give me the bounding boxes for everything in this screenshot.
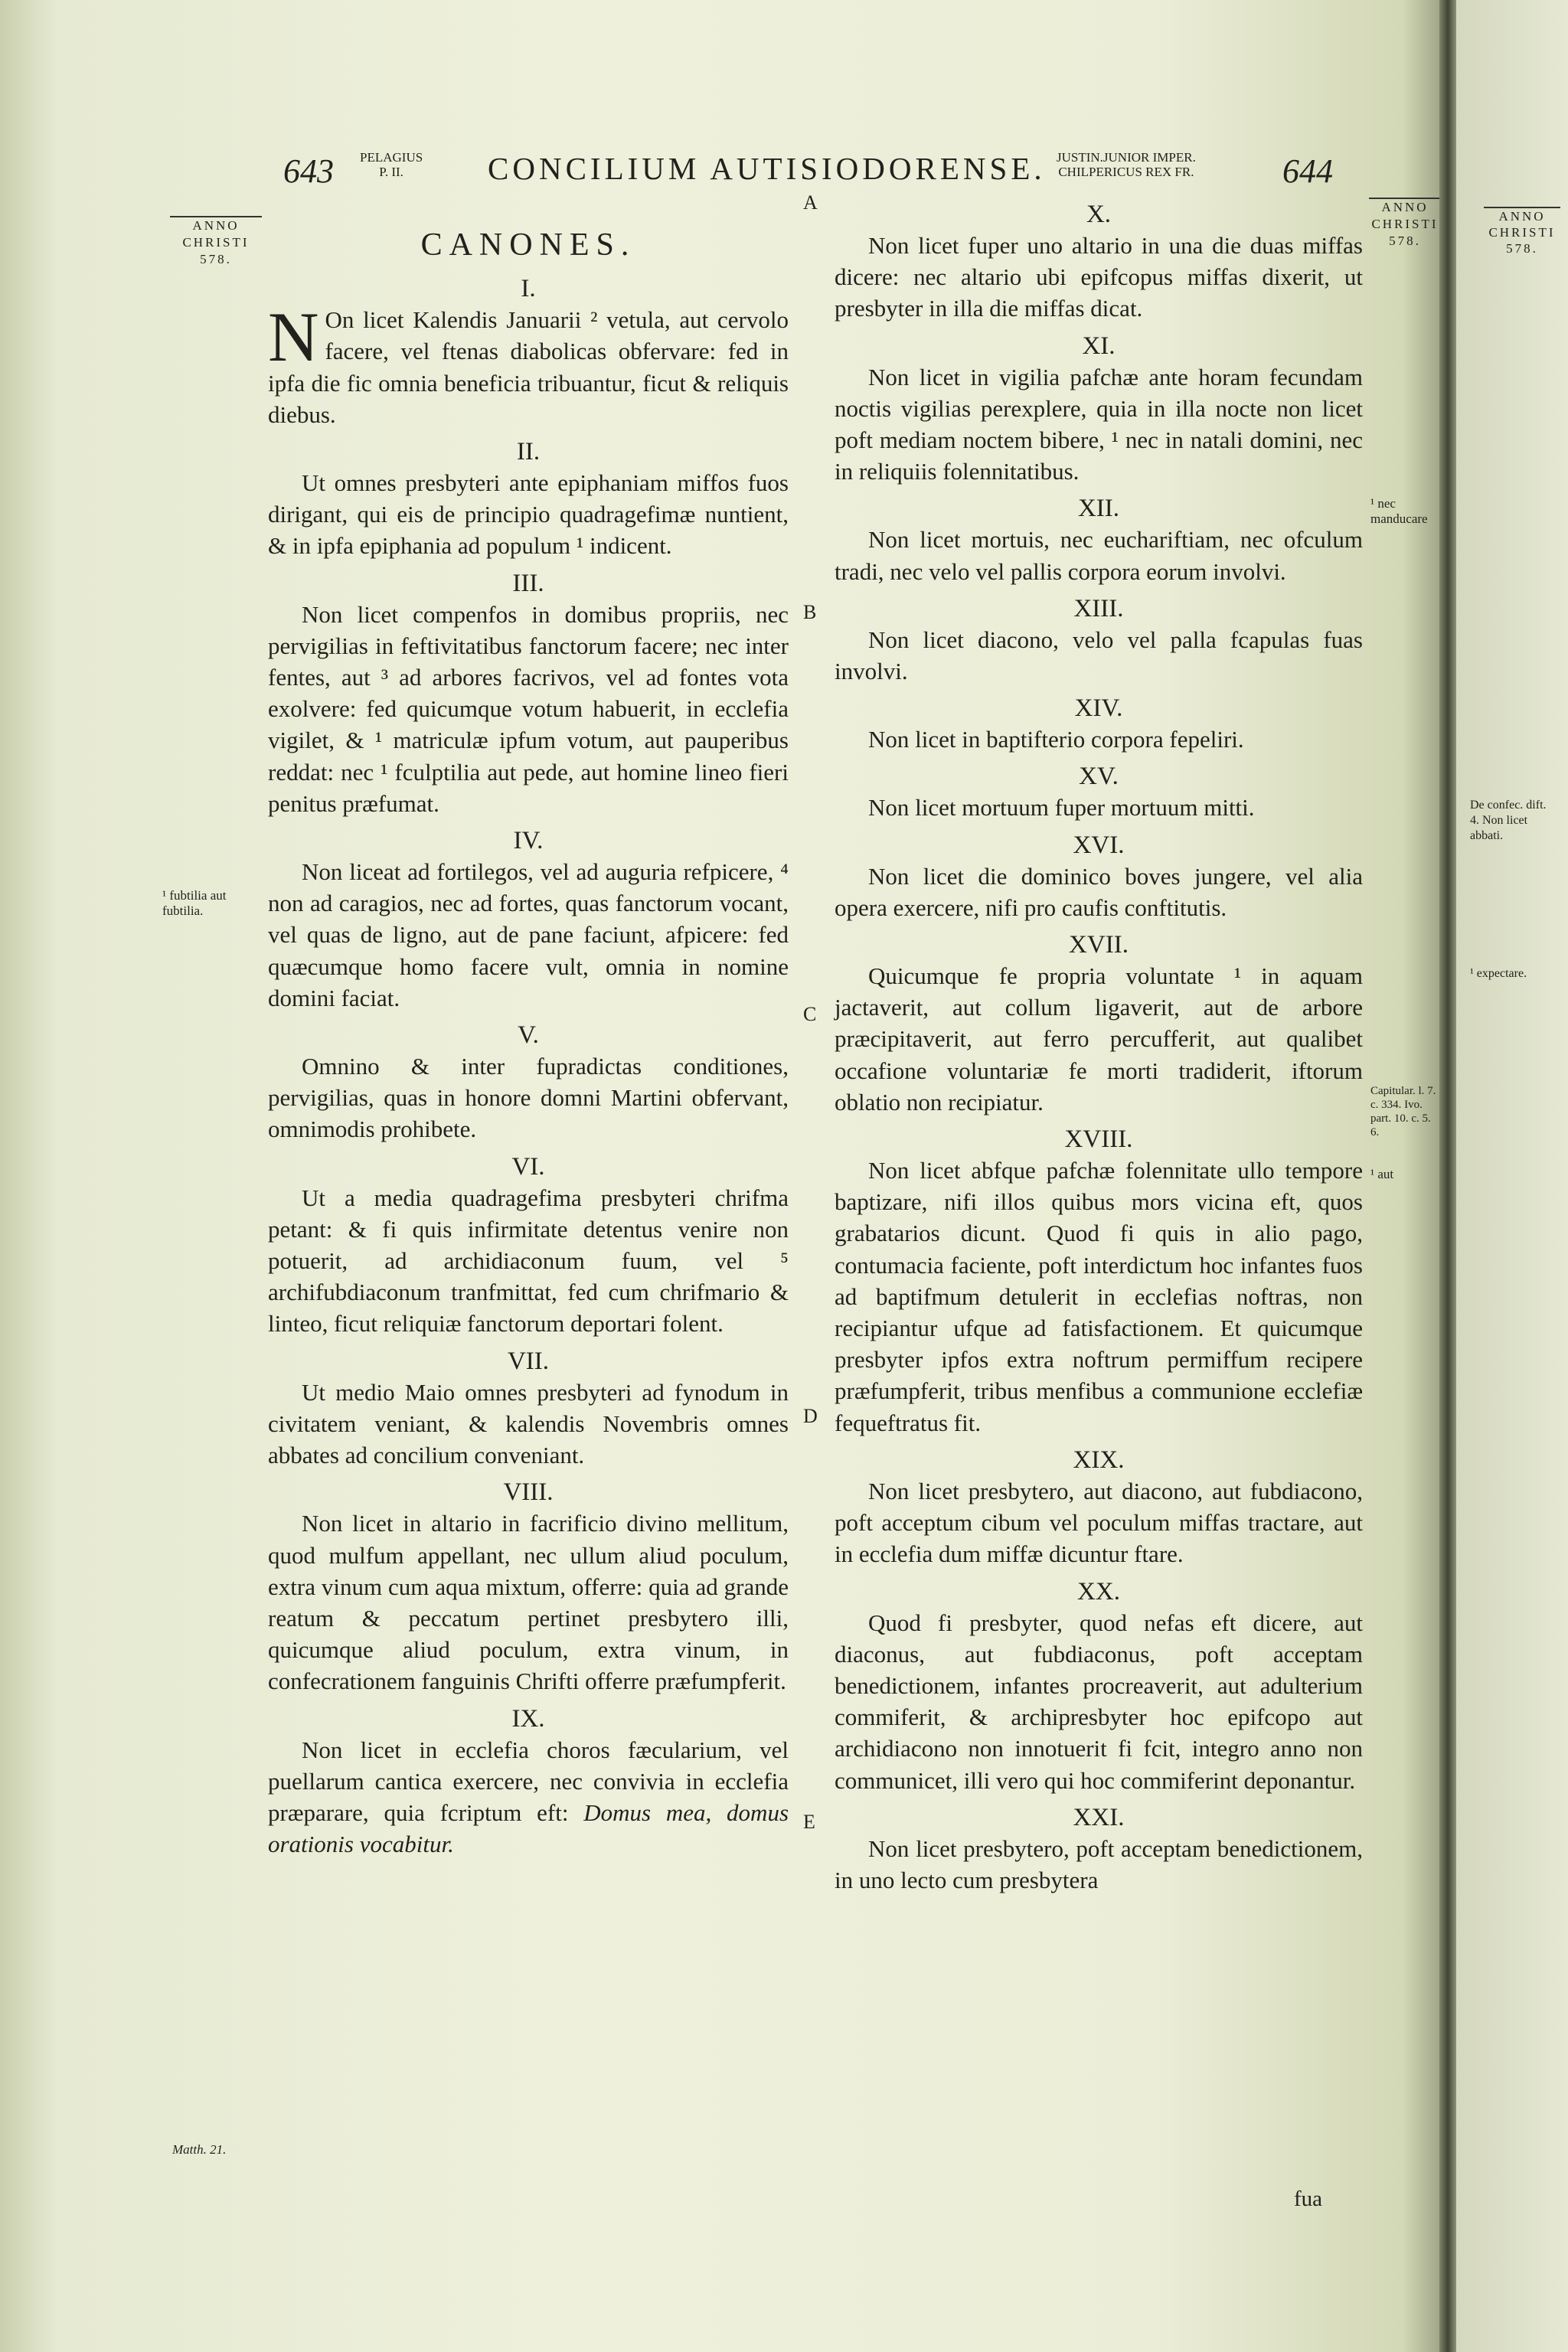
- canon-number: XV.: [1079, 763, 1119, 791]
- canon-number: XX.: [1077, 1577, 1120, 1606]
- canon-text: Ut medio Maio omnes presbyteri ad fynodum in civitatem veniant, & kalendis Novembris omnes abbates ad concilium conveniant.: [268, 1378, 789, 1469]
- next-page-margin-note: ¹ expectare.: [1470, 967, 1527, 980]
- next-page-edge: [1456, 0, 1568, 2352]
- drop-cap-letter: N: [268, 298, 319, 377]
- canon-number: XXI.: [1073, 1803, 1125, 1831]
- canon-text: Non licet diacono, velo vel palla fcapulas fuas involvi.: [835, 626, 1363, 685]
- section-letter: E: [803, 1811, 815, 1833]
- header-emperor: JUSTIN.JUNIOR IMPER.: [1057, 150, 1196, 165]
- canon-number: II.: [516, 438, 541, 466]
- canon-number: XVIII.: [1064, 1125, 1133, 1154]
- section-letter: A: [803, 191, 818, 214]
- section-letter: C: [803, 1003, 817, 1025]
- anno-christi-right: [1369, 198, 1441, 250]
- margin-note-capitular: Capitular. l. 7. c. 334. Ivo. part. 10. c. 5. 6.: [1370, 1085, 1436, 1138]
- christi-label: CHRISTI: [182, 235, 250, 250]
- margin-note-aut: ¹ aut: [1370, 1167, 1394, 1181]
- christi-label: CHRISTI: [1371, 217, 1439, 231]
- anno-label: ANNO: [192, 218, 240, 233]
- running-title: CONCILIUM AUTISIODORENSE.: [488, 151, 1046, 186]
- section-letter: D: [803, 1405, 818, 1427]
- header-rulers: [1057, 150, 1196, 179]
- canon-text: Non licet fuper uno altario in una die duas miffas dicere: nec altario ubi epifcopus miffas dixerit, ut presbyter in illa die miffas dicat.: [835, 232, 1363, 322]
- canon-text: [268, 1734, 789, 1860]
- anno-year: 578.: [200, 252, 232, 266]
- canon-text: Non licet mortuum fuper mortuum mitti.: [868, 794, 1255, 822]
- canon-text: Non licet in vigilia pafchæ ante horam fecundam noctis vigilias perexplere, quia in illa nocte non licet poft mediam noctem bibere, ¹ nec in natali domini, nec in reliquiis folennitatibus.: [835, 363, 1363, 485]
- header-pope-number: P. II.: [379, 165, 403, 179]
- canon-number: XIV.: [1074, 694, 1123, 723]
- scripture-quote: Domus mea, domus orationis vocabitur.: [268, 1798, 789, 1858]
- next-page-margin-note: De confec. dift. 4. Non licet abbati.: [1470, 799, 1547, 842]
- canon-number: VI.: [511, 1152, 545, 1181]
- canon-text: Non licet in altario in facrificio divino mellitum, quod mulfum appellant, nec ullum aliud poculum, extra vinum cum aqua mixtum, offerre: quia ad grande reatum & peccatum pertinet presbytero illi, quicumque aliud poculum, extra vinum, in confecrationem fanguinis Chrifti offerre præfumpferit.: [268, 1510, 789, 1695]
- right-page-number: 644: [1282, 152, 1333, 190]
- canon-number: XII.: [1077, 495, 1120, 523]
- canon-text: Ut omnes presbyteri ante epiphaniam miffos fuos dirigant, qui eis de principio quadragefimæ nuntient, & in ipfa epiphania ad populum ¹ indicent.: [268, 469, 789, 560]
- anno-label: ANNO: [1498, 209, 1546, 224]
- canon-number: V.: [518, 1021, 539, 1050]
- canon-text: Non licet presbytero, poft acceptam benedictionem, in uno lecto cum presbytera: [835, 1834, 1363, 1893]
- canon-text: Non licet mortuis, nec euchariftiam, nec ofculum tradi, nec velo vel pallis corpora eorum involvi.: [835, 526, 1363, 585]
- canon-text: Quod fi presbyter, quod nefas eft dicere, aut diaconus, aut fubdiaconus, poft acceptam benedictionem, infantes procreaverit, aut adulterium commiferit, & archipresbyter hoc epifcopo aut archidiacono non innotuerit fi fcit, integro anno non communicet, illi vero qui hoc commiferint deponantur.: [835, 1609, 1363, 1794]
- canon-text: Omnino & inter fupradictas conditiones, pervigilias, quas in honore domni Martini obfervant, omnimodis prohibete.: [268, 1053, 789, 1143]
- anno-christi-left: [170, 216, 262, 268]
- next-page-anno: [1484, 207, 1560, 256]
- christi-label: CHRISTI: [1488, 225, 1556, 240]
- canon-text: Non licet abfque pafchæ folennitate ullo tempore baptizare, nifi illos quibus mors vicina eft, quos grabatarios dicunt. Quod fi quis in alio pago, contumacia faciente, poft interdictum hoc infantes fuos ad baptifmum detulerit in ecclefias noftras, non recipiantur ufque ad fatisfactionem. Et quicumque presbyter ipfos extra noftrum permiffum recipere præfumpferit, tribus menfibus a communione ecclefiæ fequeftratus fit.: [835, 1157, 1363, 1436]
- canon-text: Non licet die dominico boves jungere, vel alia opera exercere, nifi pro caufis conftitutis.: [835, 862, 1363, 921]
- margin-note-nec-manducare: ¹ nec manducare: [1370, 496, 1428, 526]
- canon-number: VII.: [507, 1347, 550, 1375]
- canon-number: XI.: [1082, 332, 1116, 360]
- section-letter: B: [803, 601, 817, 623]
- catchword: fua: [1294, 2187, 1323, 2211]
- canon-text: Non licet in baptifterio corpora fepeliri.: [868, 726, 1244, 753]
- header-king: CHILPERICUS REX FR.: [1058, 165, 1194, 179]
- section-heading: CANONES.: [420, 227, 636, 263]
- canon-text: Ut a media quadragefima presbyteri chrifma petant: & fi quis infirmitate detentus venire non potuerit, ad archidiaconum fuum, vel ⁵ archifubdiaconum tranfmittat, fed cum chrifmario & linteo, ficut reliquiæ fanctorum deportari folent.: [268, 1184, 789, 1338]
- canon-number: VIII.: [503, 1478, 554, 1507]
- canon-text: Non licet presbytero, aut diacono, aut fubdiacono, poft acceptum cibum vel poculum miffas tractare, aut in ecclefia dum miffæ dicuntur ftare.: [835, 1477, 1363, 1568]
- canon-number: IV.: [513, 827, 544, 855]
- canon-number: IX.: [511, 1704, 545, 1733]
- canon-number: I.: [521, 275, 536, 303]
- canon-number: XVII.: [1069, 931, 1129, 959]
- canon-text: Non liceat ad fortilegos, vel ad auguria refpicere, ⁴ non ad caragios, nec ad fortes, quas fanctorum vocant, vel quas de ligno, aut de pane faciunt, afpicere: fed quæcumque homo facere vult, omnia in nomine domini faciat.: [268, 858, 789, 1011]
- canon-text: Non licet compenfos in domibus propriis, nec pervigilias in feftivitatibus fanctorum facere; nec inter fentes, aut ³ ad arbores facrivos, vel ad fontes vota exolvere: fed quicumque votum habuerit, in ecclefia vigilet, & ¹ matriculæ ipfum votum, aut pauperibus reddat: nec ¹ fculptilia aut pede, aut homine lineo fieri penitus præfumat.: [268, 600, 789, 817]
- canon-number: XIII.: [1073, 594, 1124, 622]
- margin-note-subtilia: ¹ fubtilia aut fubtilia.: [162, 888, 227, 918]
- anno-year: 578.: [1389, 234, 1421, 248]
- book-gutter: [1439, 0, 1456, 2352]
- canon-number: XVI.: [1073, 831, 1125, 859]
- canon-number: XIX.: [1073, 1446, 1125, 1474]
- header-pope: [360, 150, 423, 179]
- left-page-number: 643: [283, 152, 334, 190]
- anno-label: ANNO: [1381, 200, 1429, 214]
- canon-number: X.: [1086, 201, 1112, 228]
- canon-number: III.: [512, 569, 544, 597]
- left-column: [268, 227, 789, 1860]
- right-column: [835, 193, 1363, 1896]
- header-pope-name: PELAGIUS: [360, 150, 423, 165]
- canon-1-text: On licet Kalendis Januarii ² vetula, aut cervolo facere, vel ftenas diabolicas obfervare: fed in ipfa die fic omnia beneficia tribuantur, ficut & reliquis diebus.: [268, 306, 789, 428]
- anno-year: 578.: [1506, 241, 1538, 256]
- canon-text: Quicumque fe propria voluntate ¹ in aquam jactaverit, aut collum ligaverit, aut de arbore præcipitaverit, aut ferro percufferit, aut qualibet occafione voluntariæ fe morti tradiderit, iftorum oblatio non recipiatur.: [835, 962, 1363, 1116]
- canon-text: [268, 298, 789, 430]
- canon-9-text: Non licet in ecclefia choros fæcularium, vel puellarum cantica exercere, nec convivia in ecclefia præparare, quia fcriptum eft:: [268, 1736, 789, 1826]
- margin-note-matthew: Matth. 21.: [172, 2142, 227, 2157]
